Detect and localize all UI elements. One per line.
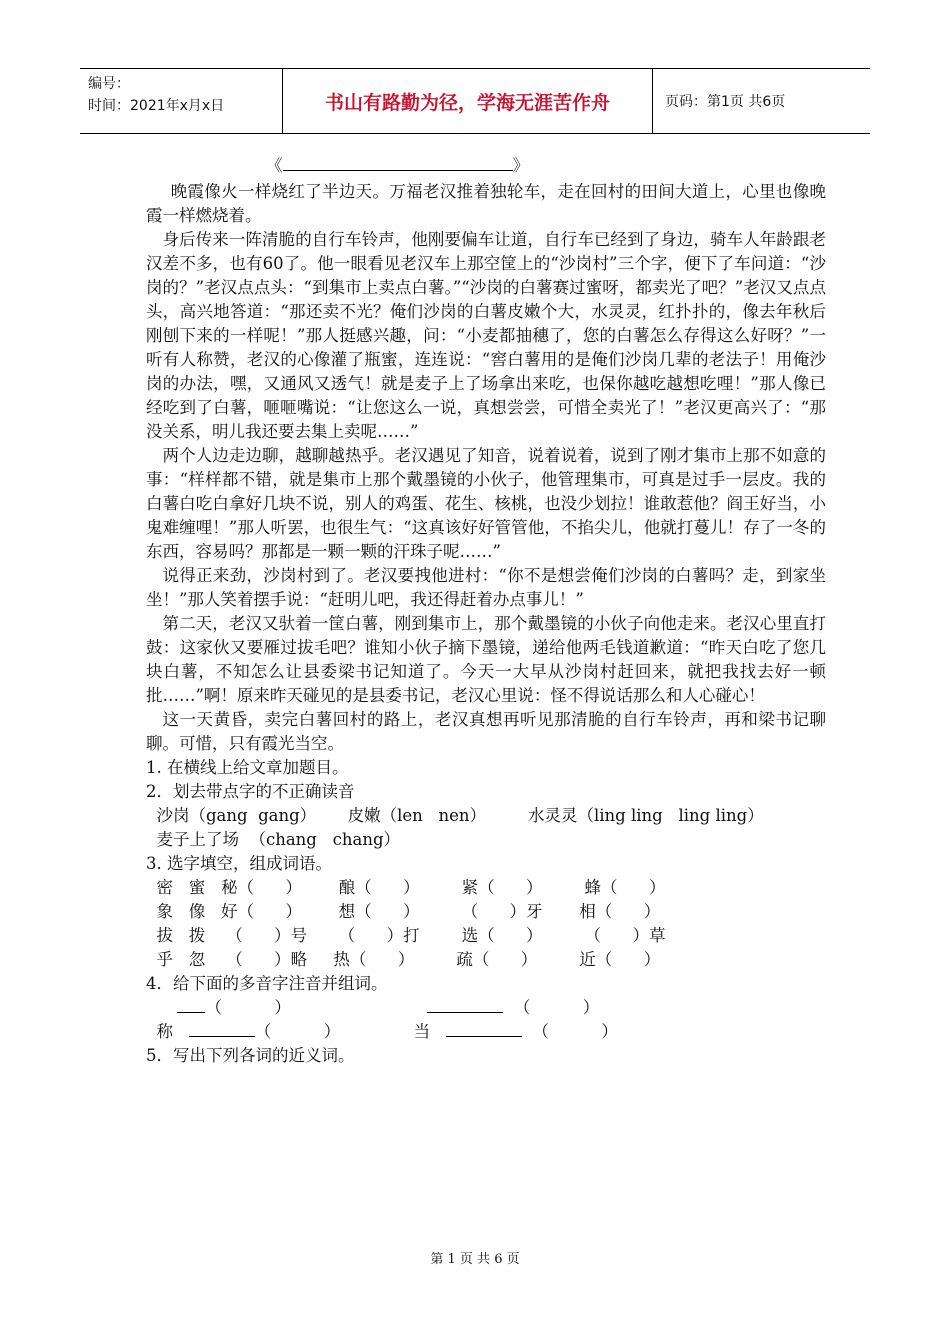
- doc-date-label: 时间：2021年x月x日: [88, 98, 225, 114]
- question-4-row: [146, 996, 826, 1020]
- pinyin-paren: （ ）: [254, 1022, 341, 1041]
- answer-blank[interactable]: [427, 996, 503, 1013]
- article-paragraph: 这一天黄昏，卖完白薯回村的路上，老汉真想再听见那清脆的自行车铃声，再和梁书记聊聊。可惜，只有霞光当空。: [146, 710, 826, 753]
- question-5: 5．写出下列各词的近义词。: [146, 1046, 355, 1065]
- question-3-row: 乎 忽 （ ）略 热（ ） 疏（ ） 近（ ）: [146, 950, 661, 969]
- pinyin-paren: （ ）: [513, 998, 600, 1017]
- article-paragraph: 两个人边走边聊，越聊越热乎。老汉遇见了知音，说着说着，说到了刚才集市上那不如意的事：“样样都不错，就是集市上那个戴墨镜的小伙子，他管理集市，可真是过手一层皮。我的白薯白吃白拿好几块不说，别人的鸡蛋、花生、核桃，也没少划拉！谁敢惹他？阎王好当，小鬼难缠哩！”那人听罢，也很生气：“这真该好好管管他，不掐尖儿，他就打蔓儿！存了一冬的东西，容易吗？那都是一颗一颗的汗珠子呢……”: [146, 446, 826, 561]
- question-3: 3. 选字填空，组成词语。: [146, 854, 332, 873]
- article-paragraph: 说得正来劲，沙岗村到了。老汉要拽他进村：“你不是想尝俺们沙岗的白薯吗？走，到家坐坐！”那人笑着摆手说：“赶明儿吧，我还得赶着办点事儿！”: [146, 566, 826, 609]
- pinyin-paren: （ ）: [205, 998, 291, 1017]
- document-body: [146, 152, 826, 1068]
- footer-page-number: 第 1 页 共 6 页: [430, 1252, 520, 1267]
- title-open-bracket: 《: [266, 156, 283, 175]
- polyphone-char: 称: [156, 1022, 173, 1041]
- header-meta: [80, 69, 283, 133]
- question-2-row: 麦子上了场 （chang chang）: [146, 830, 401, 849]
- article-paragraph: 身后传来一阵清脆的自行车铃声，他刚要偏车让道，自行车已经到了身边，骑车人年龄跟老汉差不多，也有60了。他一眼看见老汉车上那空筐上的“沙岗村”三个字，便下了车问道：“沙岗的？”老汉点点头：“到集市上卖点白薯。”“沙岗的白薯赛过蜜呀，都卖光了吧？”老汉又点点头，高兴地答道：“那还卖不光？俺们沙岗的白薯皮嫩个大，水灵灵，红扑扑的，像去年秋后刚刨下来的一样呢！”那人挺感兴趣，问：“小麦都抽穗了，您的白薯怎么存得这么好呀？”一听有人称赞，老汉的心像灌了瓶蜜，连连说：“窖白薯用的是俺们沙岗几辈的老法子！用俺沙岗的办法，嘿，又通风又透气！就是麦子上了场拿出来吃，也保你越吃越想吃哩！”那人像已经吃到了白薯，咂咂嘴说：“让您这么一说，真想尝尝，可惜全卖光了！”老汉更高兴了：“那没关系，明儿我还要去集上卖呢……”: [146, 230, 826, 441]
- title-blank-line[interactable]: [283, 152, 513, 171]
- header-motto: 书山有路勤为径，学海无涯苦作舟: [283, 69, 653, 133]
- question-1: 1. 在横线上给文章加题目。: [146, 758, 349, 777]
- answer-blank[interactable]: [177, 996, 205, 1013]
- question-2: 2．划去带点字的不正确读音: [146, 782, 355, 801]
- question-3-row: 象 像 好（ ） 想（ ） （ ）牙 相（ ）: [146, 902, 661, 921]
- title-close-bracket: 》: [512, 156, 529, 175]
- question-3-row: 密 蜜 秘（ ） 酿（ ） 紧（ ） 蜂（ ）: [146, 878, 666, 897]
- article-paragraph: 晚霞像火一样烧红了半边天。万福老汉推着独轮车，走在回村的田间大道上，心里也像晚霞一样燃烧着。: [146, 182, 826, 225]
- question-3-row: 拔 拨 （ ）号 （ ）打 选（ ） （ ）草: [146, 926, 666, 945]
- page-header: [80, 68, 870, 134]
- page-footer: [0, 1248, 950, 1267]
- question-4: 4．给下面的多音字注音并组词。: [146, 974, 388, 993]
- polyphone-char: 当: [413, 1022, 431, 1041]
- article-title-line: [146, 152, 826, 178]
- question-2-row: 沙岗（gang gang） 皮嫩（len nen） 水灵灵（ling ling ling ling）: [146, 806, 764, 825]
- article-paragraph: 第二天，老汉又驮着一筐白薯，刚到集市上，那个戴墨镜的小伙子向他走来。老汉心里直打鼓：这家伙又要雁过拔毛吧？谁知小伙子摘下墨镜，递给他两毛钱道歉道：“昨天白吃了您几块白薯，不知怎么让县委梁书记知道了。今天一大早从沙岗村赶回来，就把我找去好一顿批……”啊！原来昨天碰见的是县委书记，老汉心里说：怪不得说话那么和人心碰心！: [146, 614, 826, 705]
- header-page-info: 页码：第1页 共6页: [665, 94, 786, 110]
- question-4-row: [146, 1020, 826, 1044]
- answer-blank[interactable]: [446, 1020, 522, 1037]
- answer-blank[interactable]: [189, 1020, 255, 1037]
- pinyin-paren: （ ）: [532, 1022, 618, 1041]
- doc-number-label: 编号：: [88, 76, 130, 92]
